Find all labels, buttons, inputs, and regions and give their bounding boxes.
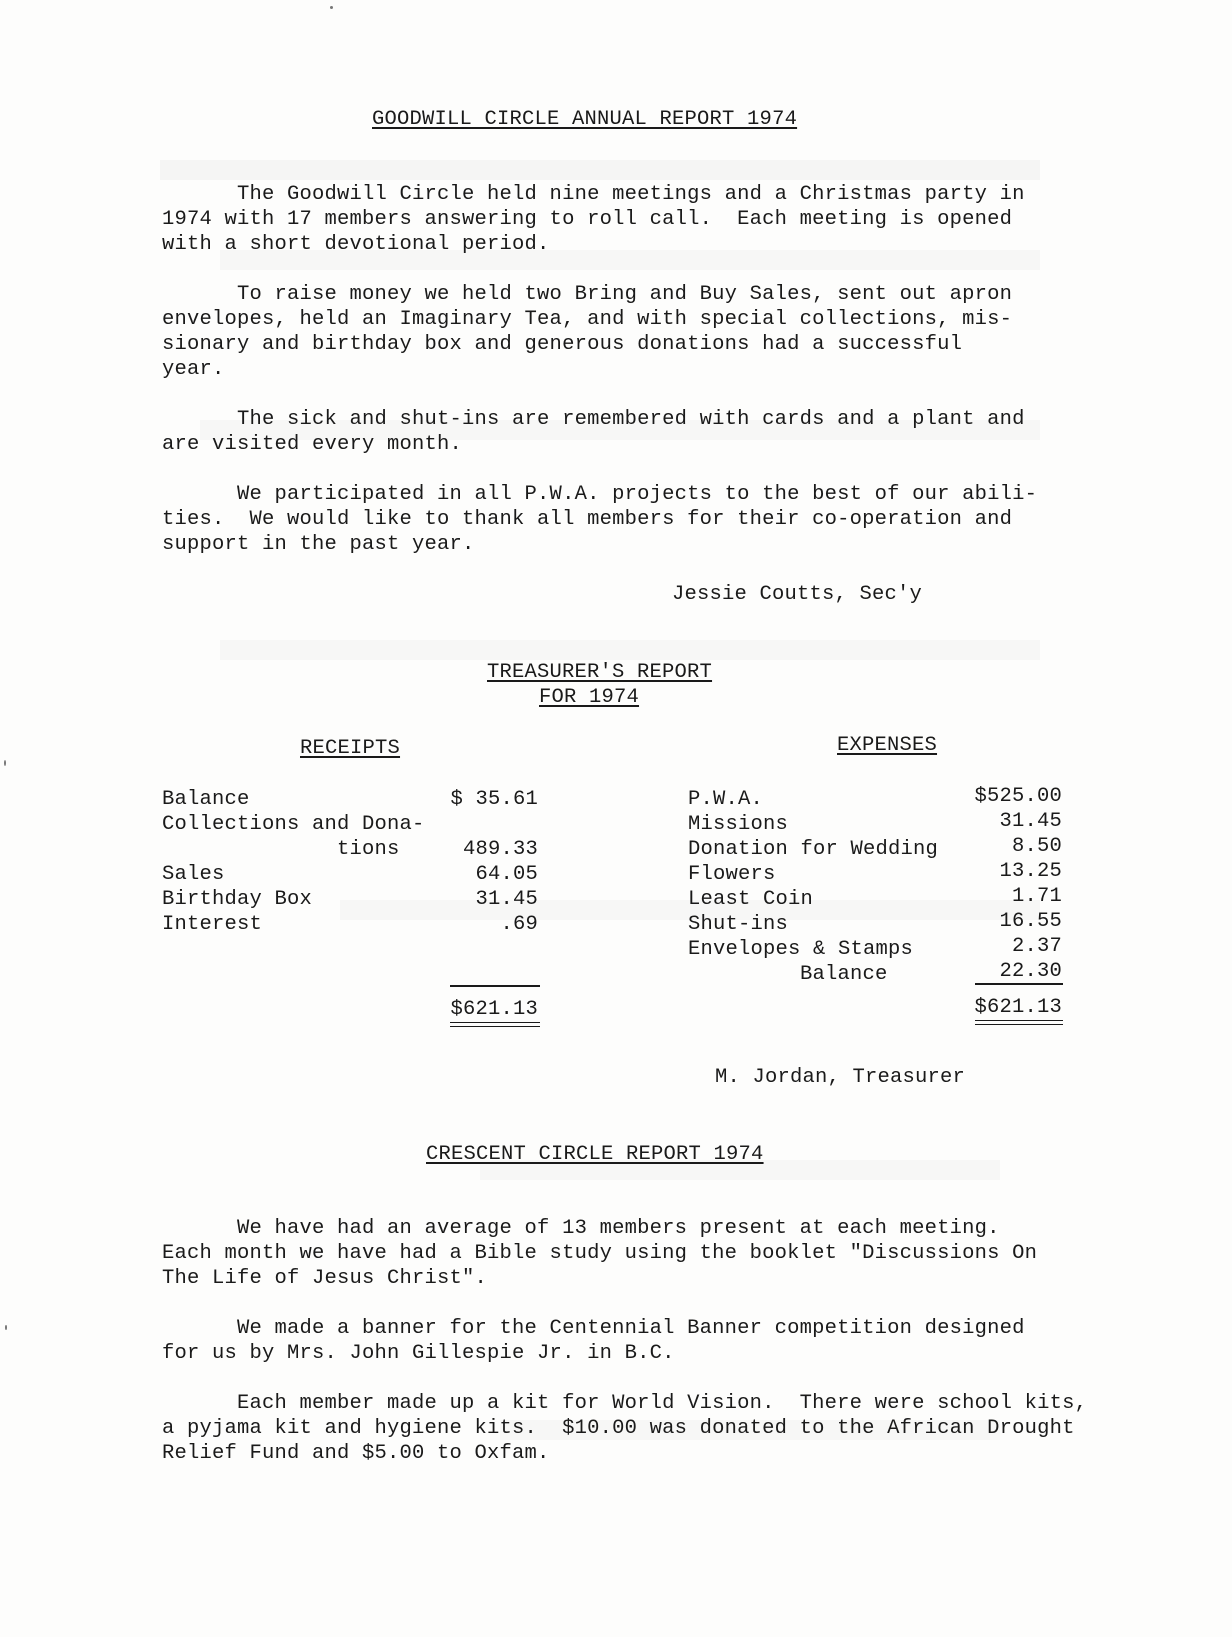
crescent-para3-line1: Each member made up a kit for World Vision. There were school kits, (162, 1392, 1088, 1415)
goodwill-para2-line4: year. (162, 358, 225, 381)
paper-speck (5, 1325, 7, 1330)
expense-label: Flowers (688, 863, 776, 886)
expense-label: Balance (800, 963, 888, 986)
paper-speck (330, 6, 333, 9)
goodwill-para1-line3: with a short devotional period. (162, 233, 550, 256)
expenses-total-double-rule-bottom (975, 1024, 1063, 1025)
expenses-heading: EXPENSES (837, 734, 938, 757)
expense-label: Least Coin (688, 888, 814, 911)
crescent-para1-line1: We have had an average of 13 members present at each meeting. (162, 1217, 1000, 1240)
expense-amount: 8.50 (1011, 835, 1062, 858)
expense-label: Missions (688, 813, 789, 836)
goodwill-para1-line2: 1974 with 17 members answering to roll call. Each meeting is opened (162, 208, 1013, 231)
receipts-heading: RECEIPTS (300, 737, 401, 760)
expenses-balance-rule (975, 983, 1063, 985)
receipt-amount: 31.45 (475, 888, 538, 911)
goodwill-para4-line1: We participated in all P.W.A. projects to the best of our abili- (162, 483, 1038, 506)
expenses-total: $621.13 (974, 996, 1062, 1019)
treasurer-title-line1: TREASURER'S REPORT (487, 661, 713, 684)
goodwill-para3-line2: are visited every month. (162, 433, 463, 456)
expense-amount: 22.30 (999, 960, 1062, 983)
receipt-label: Collections and Dona- (162, 813, 425, 836)
expense-amount: 2.37 (1011, 935, 1062, 958)
crescent-para2-line1: We made a banner for the Centennial Banner competition designed (162, 1317, 1025, 1340)
goodwill-signature: Jessie Coutts, Sec'y (672, 583, 923, 606)
expense-amount: 16.55 (999, 910, 1062, 933)
goodwill-para3-line1: The sick and shut-ins are remembered with cards and a plant and (162, 408, 1025, 431)
goodwill-para4-line2: ties. We would like to thank all members for their co-operation and (162, 508, 1013, 531)
receipts-total-double-rule-bottom (450, 1026, 540, 1027)
bleed-through-mark (220, 640, 1040, 660)
receipts-total-rule (450, 985, 540, 987)
goodwill-para2-line2: envelopes, held an Imaginary Tea, and with special collections, mis- (162, 308, 1013, 331)
crescent-para2-line2: for us by Mrs. John Gillespie Jr. in B.C. (162, 1342, 675, 1365)
receipt-label: Balance (162, 788, 250, 811)
goodwill-title: GOODWILL CIRCLE ANNUAL REPORT 1974 (372, 108, 798, 131)
goodwill-para2-line1: To raise money we held two Bring and Buy Sales, sent out apron (162, 283, 1013, 306)
bleed-through-mark (160, 160, 1040, 180)
receipt-amount: 64.05 (475, 863, 538, 886)
receipt-amount: 489.33 (462, 838, 538, 861)
treasurer-signature: M. Jordan, Treasurer (715, 1066, 966, 1089)
crescent-para3-line2: a pyjama kit and hygiene kits. $10.00 was donated to the African Drought (162, 1417, 1075, 1440)
crescent-para1-line3: The Life of Jesus Christ". (162, 1267, 488, 1290)
receipt-label: Sales (162, 863, 225, 886)
expense-label: Donation for Wedding (688, 838, 939, 861)
receipt-amount: .69 (500, 913, 538, 936)
receipt-label: Interest (162, 913, 263, 936)
expense-label: P.W.A. (688, 788, 764, 811)
receipt-label: Birthday Box (162, 888, 313, 911)
receipt-amount: $ 35.61 (450, 788, 538, 811)
receipts-total: $621.13 (450, 998, 538, 1021)
goodwill-para1-line1: The Goodwill Circle held nine meetings and a Christmas party in (162, 183, 1025, 206)
receipts-total-double-rule-top (450, 1022, 540, 1023)
treasurer-title-line2: FOR 1974 (539, 686, 640, 709)
crescent-title: CRESCENT CIRCLE REPORT 1974 (426, 1143, 764, 1166)
goodwill-para4-line3: support in the past year. (162, 533, 475, 556)
expenses-total-double-rule-top (975, 1020, 1063, 1021)
paper-speck (4, 760, 6, 766)
crescent-para1-line2: Each month we have had a Bible study using the booklet "Discussions On (162, 1242, 1038, 1265)
expense-amount: 31.45 (999, 810, 1062, 833)
goodwill-para2-line3: sionary and birthday box and generous donations had a successful (162, 333, 963, 356)
crescent-para3-line3: Relief Fund and $5.00 to Oxfam. (162, 1442, 550, 1465)
expense-label: Shut-ins (688, 913, 789, 936)
receipt-label: tions (337, 838, 400, 861)
expense-amount: 1.71 (1011, 885, 1062, 908)
expense-amount: 13.25 (999, 860, 1062, 883)
expense-amount: $525.00 (974, 785, 1062, 808)
expense-label: Envelopes & Stamps (688, 938, 914, 961)
